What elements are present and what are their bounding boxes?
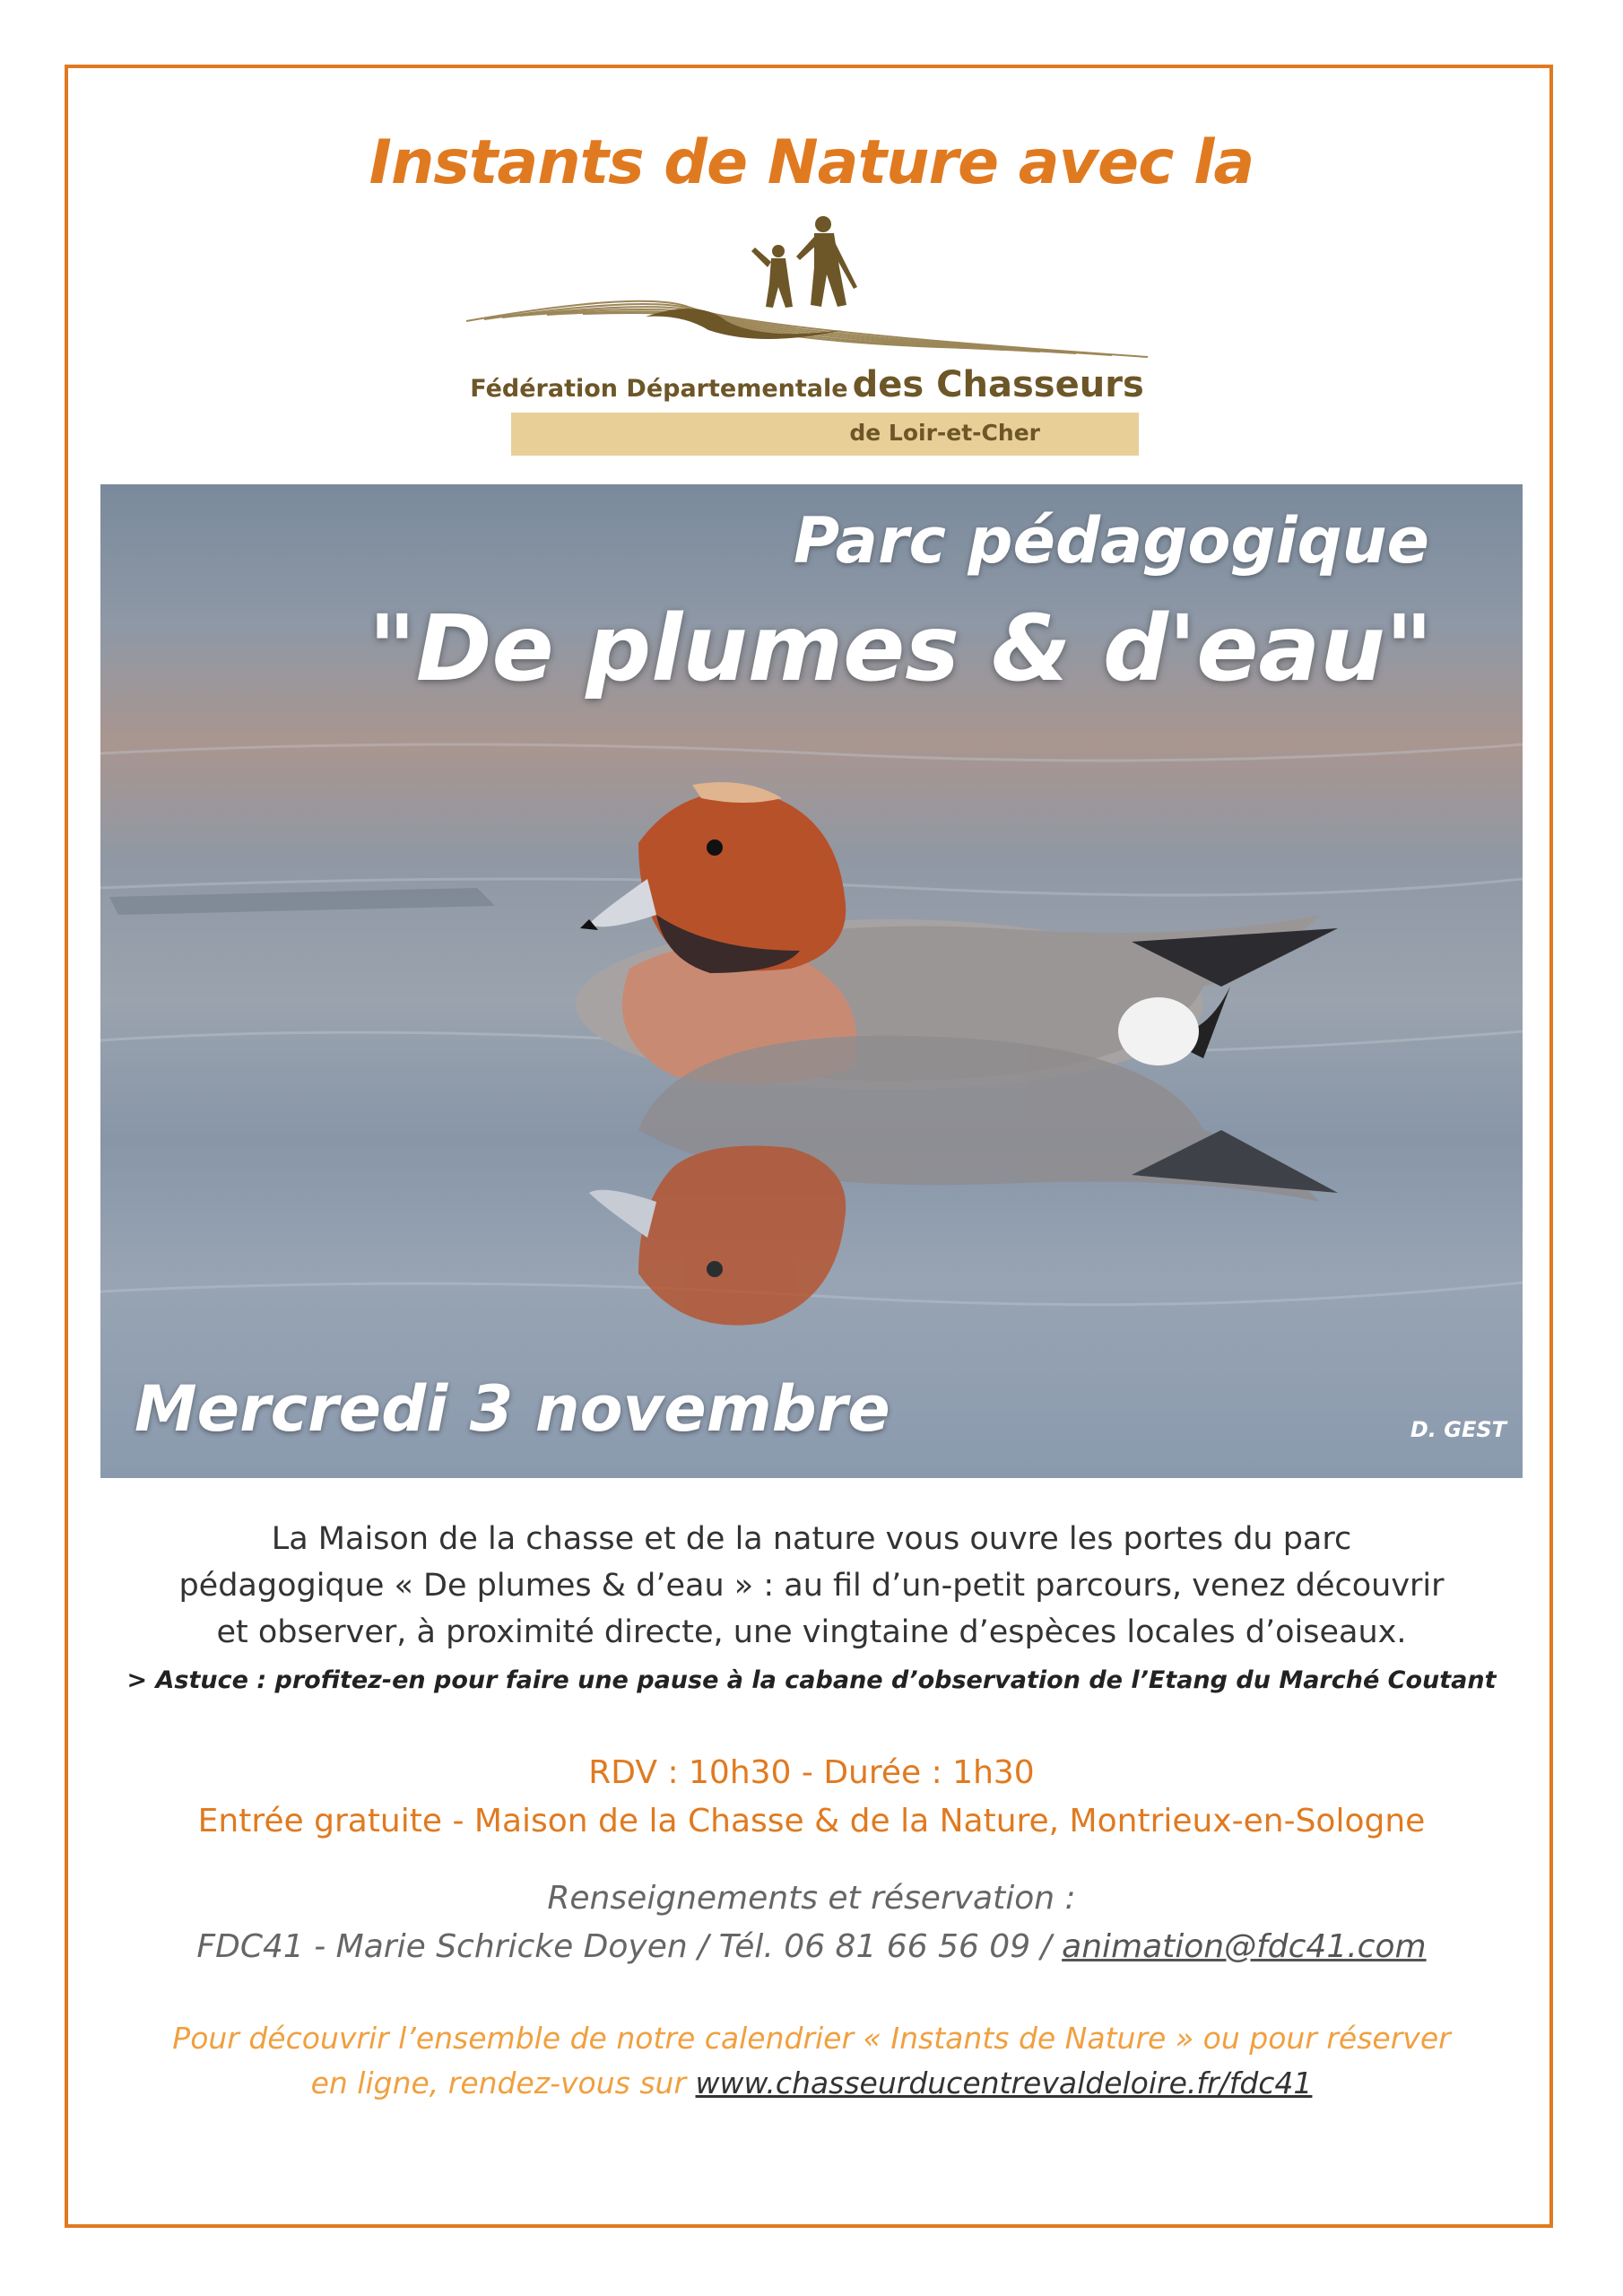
contact-block xyxy=(0,1874,1623,1971)
tip-text: > Astuce : profitez-en pour faire une pause à la cabane d’observation de l’Etang du Marché Coutant xyxy=(126,1666,1497,1694)
description-line-3: et observer, à proximité directe, une vingtaine d’espèces locales d’oiseaux. xyxy=(216,1614,1407,1650)
description-line-2: pédagogique « De plumes & d’eau » : au fil d’un-petit parcours, venez découvrir xyxy=(178,1568,1445,1604)
event-date: Mercredi 3 novembre xyxy=(135,1372,890,1446)
website-link[interactable]: www.chasseurducentrevaldeloire.fr/fdc41 xyxy=(695,2066,1313,2100)
wigeon-photo xyxy=(100,484,1523,1478)
federation-name xyxy=(466,364,1148,405)
contact-email-link[interactable]: animation@fdc41.com xyxy=(1062,1928,1427,1965)
description-line-1: La Maison de la chasse et de la nature vous ouvre les portes du parc xyxy=(271,1521,1352,1557)
park-label: Parc pédagogique xyxy=(793,504,1429,578)
schedule-block xyxy=(0,1749,1623,1846)
federation-logo xyxy=(466,204,1148,465)
park-title: "De plumes & d'eau" xyxy=(368,596,1433,702)
logo-band xyxy=(511,413,1139,456)
footer-line-2 xyxy=(0,2061,1623,2106)
entry-location: Entrée gratuite - Maison de la Chasse & de la Nature, Montrieux-en-Sologne xyxy=(197,1803,1426,1839)
federation-name-big: des Chasseurs xyxy=(852,364,1144,405)
footer-block xyxy=(0,2016,1623,2106)
header-title: Instants de Nature avec la xyxy=(369,127,1254,198)
event-description xyxy=(108,1516,1515,1656)
federation-region: de Loir-et-Cher xyxy=(849,420,1040,446)
photo-credit: D. GEST xyxy=(1410,1417,1506,1442)
contact-details: FDC41 - Marie Schricke Doyen / Tél. 06 81 66 56 09 / xyxy=(196,1928,1063,1965)
contact-line xyxy=(0,1923,1623,1971)
hunters-silhouette-icon xyxy=(466,204,1148,366)
contact-heading: Renseignements et réservation : xyxy=(547,1880,1076,1917)
footer-prefix: en ligne, rendez-vous sur xyxy=(310,2066,696,2100)
federation-name-small: Fédération Départementale xyxy=(470,375,848,403)
footer-line-1: Pour découvrir l’ensemble de notre calendrier « Instants de Nature » ou pour réserver xyxy=(172,2021,1451,2056)
rdv-time: RDV : 10h30 - Durée : 1h30 xyxy=(588,1754,1035,1791)
